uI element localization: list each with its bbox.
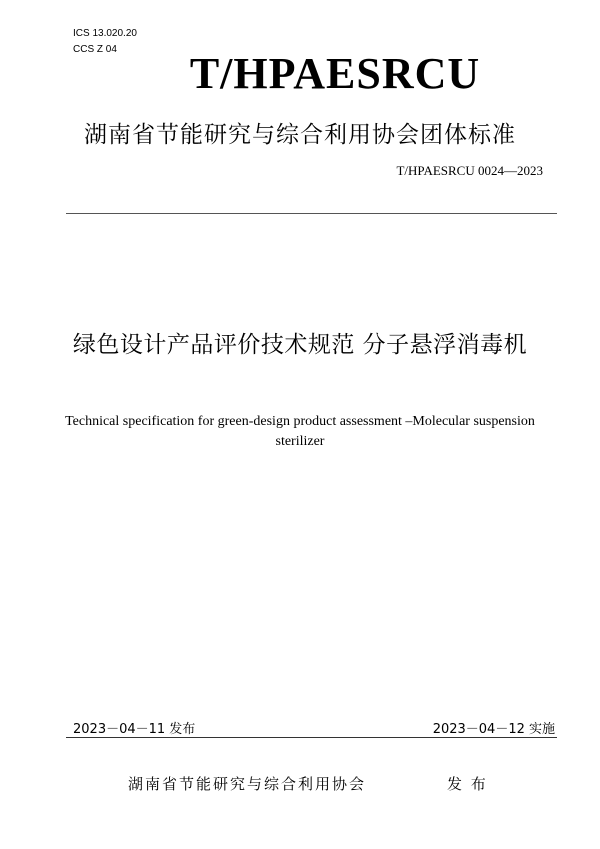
standard-number: T/HPAESRCU 0024—2023 <box>396 163 543 178</box>
ics-code: ICS 13.020.20 <box>73 28 137 39</box>
publish-label: 发 布 <box>447 775 488 793</box>
document-title-english: Technical specification for green-design product assessment –Molecular suspension sterilizer <box>65 414 535 449</box>
footer-divider <box>66 737 557 738</box>
implementation-date: 2023－04－12 实施 <box>432 722 555 737</box>
organization-standard-title: 湖南省节能研究与综合利用协会团体标准 <box>84 122 516 148</box>
ccs-code: CCS Z 04 <box>73 44 117 55</box>
standard-code-heading: T/HPAESRCU <box>189 49 481 98</box>
document-title-chinese: 绿色设计产品评价技术规范 分子悬浮消毒机 <box>72 332 528 358</box>
header-divider <box>66 213 557 214</box>
issue-date: 2023－04－11 发布 <box>73 722 196 737</box>
publisher-name: 湖南省节能研究与综合利用协会 <box>128 775 367 793</box>
